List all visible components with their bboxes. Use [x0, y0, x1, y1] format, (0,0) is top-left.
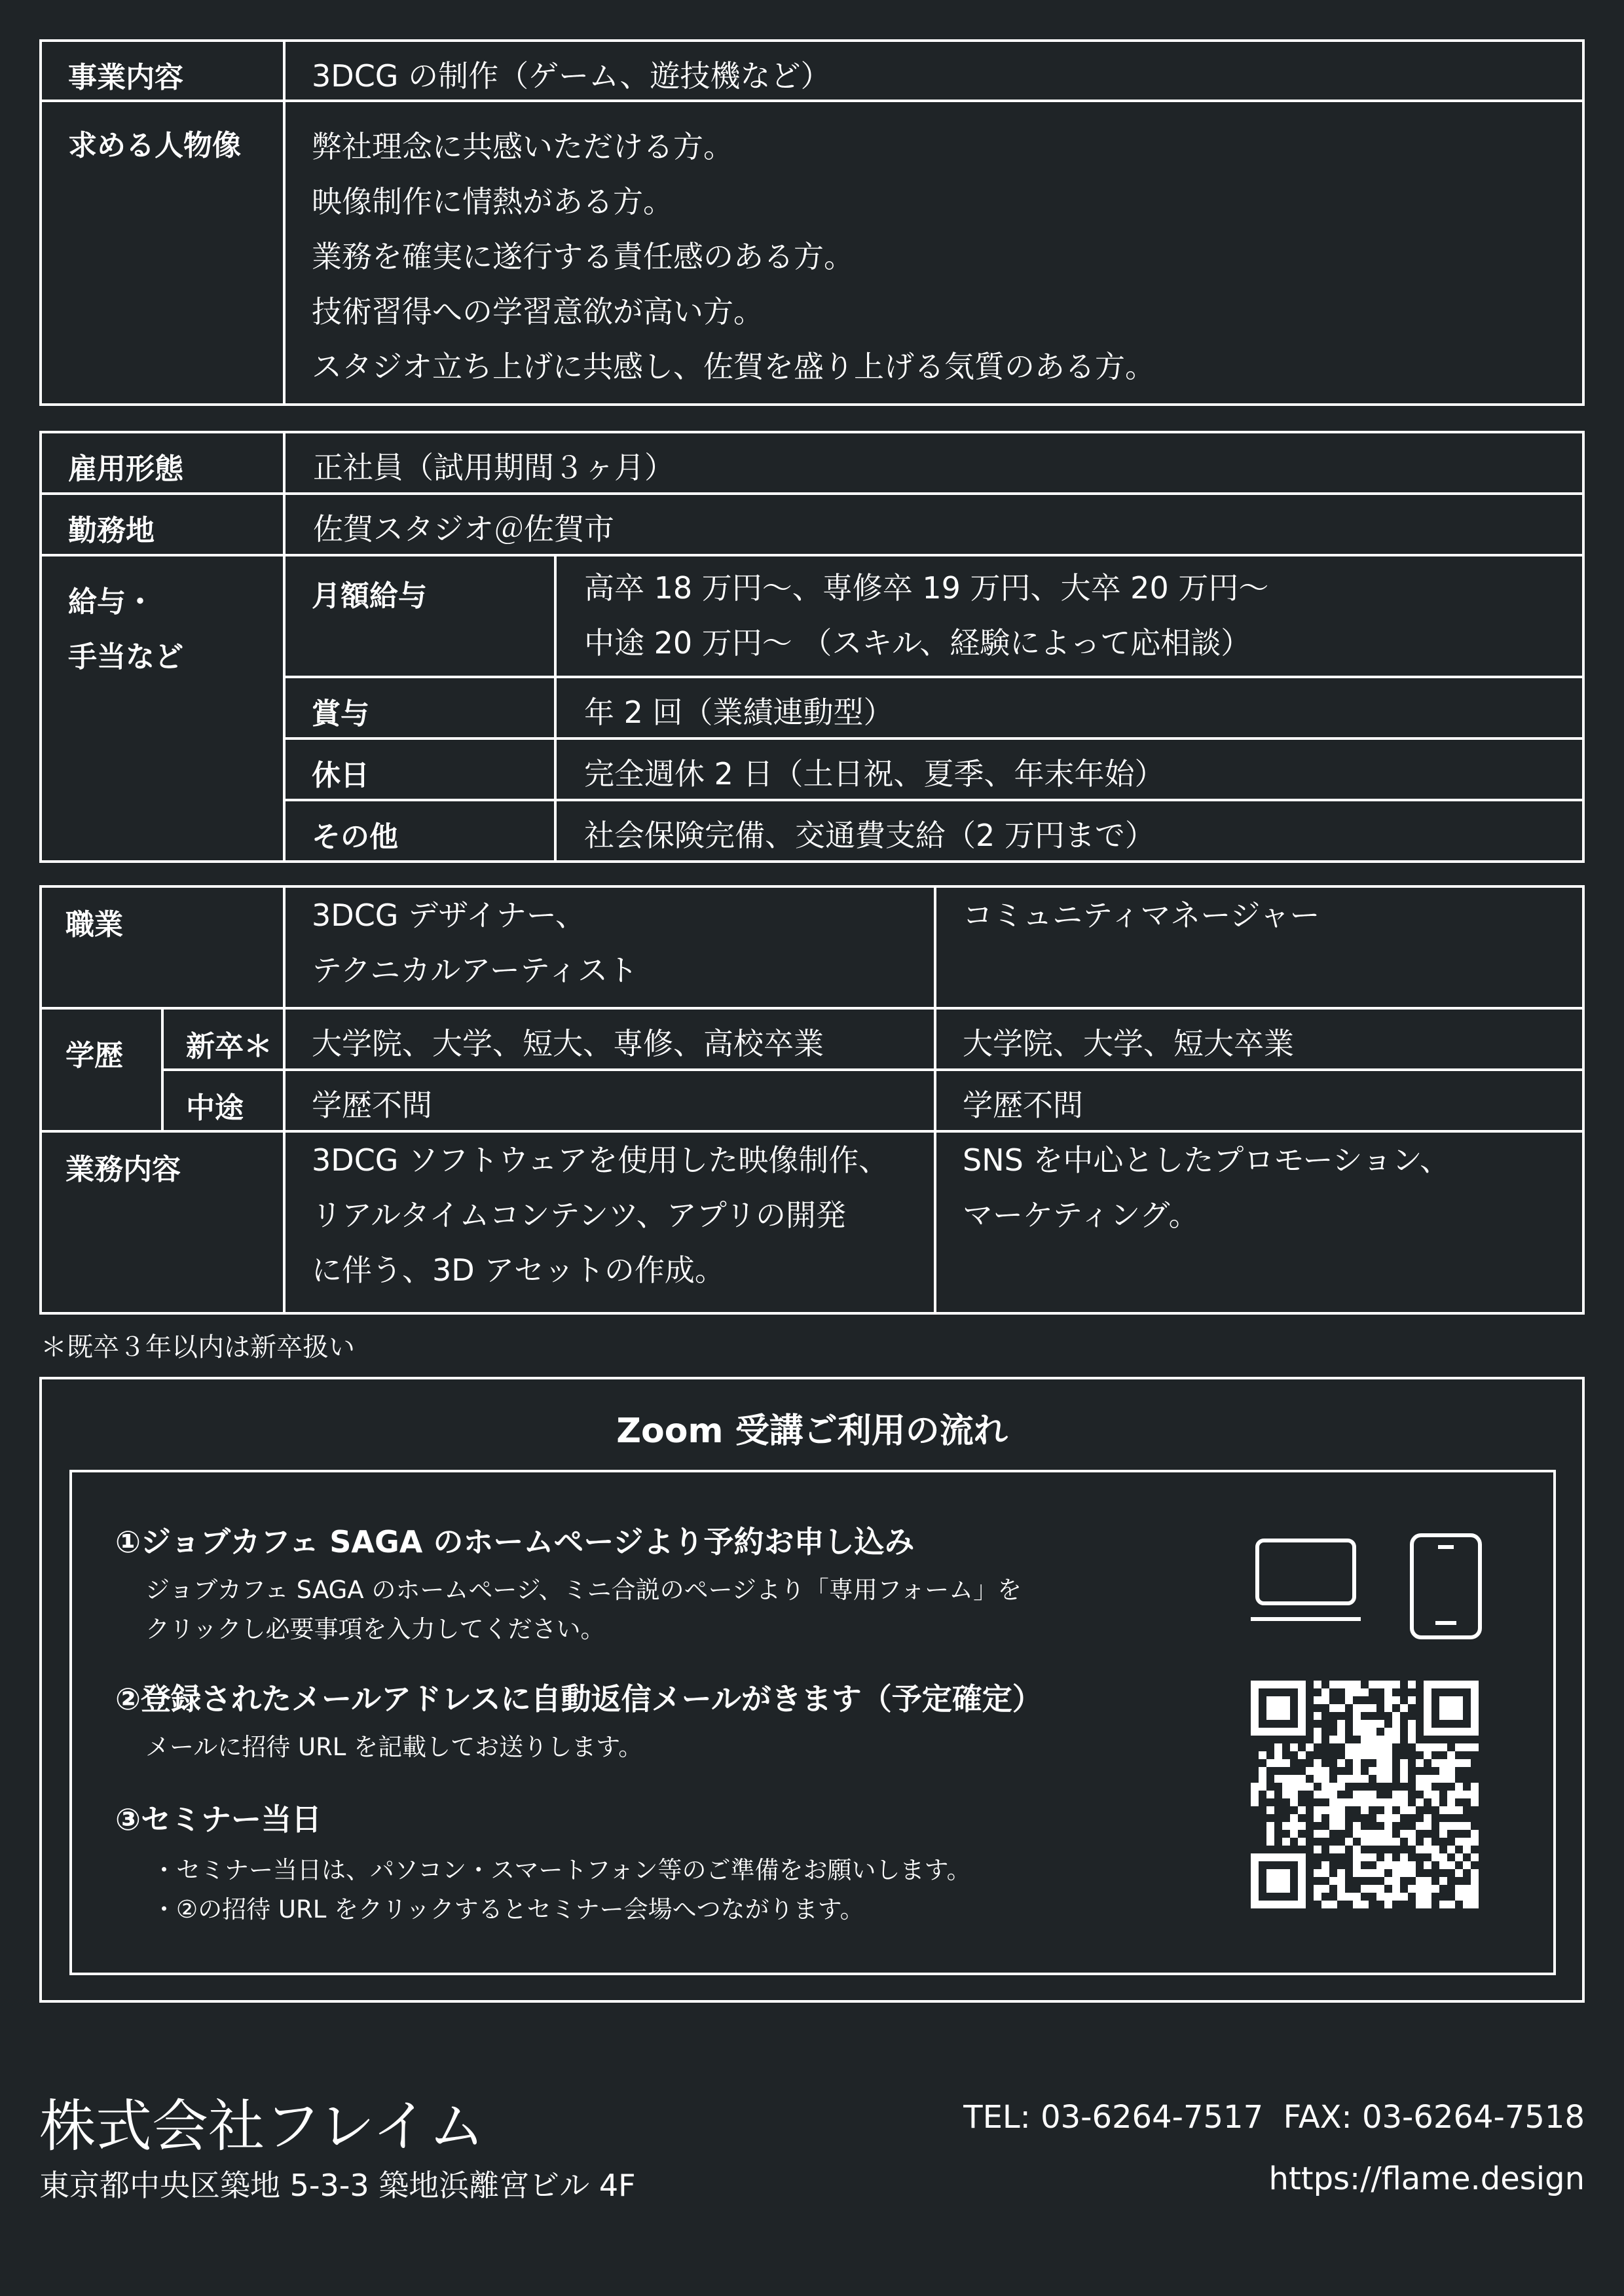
duties-2 — [935, 1131, 1583, 1313]
duties-1-line: 3DCG ソフトウェアを使用した映像制作、 — [312, 1142, 889, 1178]
job-2 — [935, 886, 1583, 1008]
step-1-desc-line: ジョブカフェ SAGA のホームページ、ミニ合説のページより「専用フォーム」を — [145, 1576, 1022, 1604]
monthly-pay-label: 月額給与 — [284, 555, 555, 677]
pay-label — [41, 555, 284, 862]
ideal-candidate-item: 弊社理念に共感いただける方。 — [312, 129, 733, 164]
ideal-candidate-label: 求める人物像 — [41, 101, 284, 405]
business-label: 事業内容 — [41, 41, 284, 101]
jobs-table — [39, 885, 1585, 1315]
qr-code — [1251, 1681, 1479, 1908]
company-name: 株式会社フレイム — [39, 2094, 485, 2159]
footnote: ＊既卒３年以内は新卒扱い — [41, 1332, 355, 1362]
mid-career-education-2: 学歴不問 — [935, 1070, 1583, 1131]
step-3-bullet: ・セミナー当日は、パソコン・スマートフォン等のご準備をお願いします。 — [152, 1856, 971, 1884]
step-3-description — [115, 1851, 971, 1929]
laptop-icon — [1251, 1537, 1362, 1628]
contact-phone-fax: TEL: 03-6264-7517 FAX: 03-6264-7518 — [963, 2099, 1585, 2136]
other-value: 社会保険完備、交通費支給（2 万円まで） — [555, 800, 1583, 862]
pay-label-line: 手当など — [68, 640, 183, 674]
holiday-value: 完全週休 2 日（土日祝、夏季、年末年始） — [555, 738, 1583, 800]
zoom-guide-box — [39, 1377, 1585, 2003]
step-2-title: ②登録されたメールアドレスに自動返信メールがきます（予定確定） — [115, 1681, 1043, 1717]
bonus-value: 年 2 回（業績連動型） — [555, 677, 1583, 738]
smartphone-icon — [1408, 1531, 1486, 1643]
job-1-line: テクニカルアーティスト — [312, 953, 638, 988]
duties-1-line: リアルタイムコンテンツ、アプリの開発 — [312, 1197, 847, 1233]
duties-2-line: マーケティング。 — [963, 1197, 1199, 1233]
work-location-value: 佐賀スタジオ＠佐賀市 — [284, 494, 1583, 555]
education-label: 学歴 — [41, 1008, 162, 1131]
step-1-desc-line: クリックし必要事項を入力してください。 — [145, 1615, 605, 1643]
new-grad-education-2: 大学院、大学、短大卒業 — [935, 1008, 1583, 1070]
step-3-title: ③セミナー当日 — [115, 1802, 322, 1837]
monthly-pay-line: 高卒 18 万円〜、専修卒 19 万円、大卒 20 万円〜 — [584, 570, 1269, 606]
step-1 — [115, 1518, 1022, 1649]
duties-1-line: に伴う、3D アセットの作成。 — [312, 1252, 725, 1288]
job-2-line: コミュニティマネージャー — [963, 898, 1320, 933]
employment-type-value: 正社員（試用期間３ヶ月） — [284, 432, 1583, 494]
monthly-pay-value — [555, 555, 1583, 677]
employment-table — [39, 431, 1585, 863]
step-2 — [115, 1675, 1043, 1767]
new-grad-label: 新卒＊ — [162, 1008, 284, 1070]
step-1-description — [115, 1571, 1022, 1649]
duties-1 — [284, 1131, 935, 1313]
other-label: その他 — [284, 800, 555, 862]
company-address: 東京都中央区築地 5-3-3 築地浜離宮ビル 4F — [39, 2168, 636, 2203]
zoom-steps-panel — [69, 1470, 1556, 1975]
ideal-candidate-list — [284, 101, 1583, 405]
job-1-line: 3DCG デザイナー、 — [312, 898, 586, 933]
step-3-bullet: ・②の招待 URL をクリックするとセミナー会場へつながります。 — [152, 1895, 864, 1923]
zoom-guide-title: Zoom 受講ご利用の流れ — [616, 1412, 1008, 1451]
work-location-label: 勤務地 — [41, 494, 284, 555]
step-2-description — [115, 1728, 1043, 1767]
business-table — [39, 39, 1585, 406]
mid-career-label: 中途 — [162, 1070, 284, 1131]
pay-label-line: 給与・ — [68, 585, 155, 619]
business-value: 3DCG の制作（ゲーム、遊技機など） — [284, 41, 1583, 101]
bonus-label: 賞与 — [284, 677, 555, 738]
ideal-candidate-item: スタジオ立ち上げに共感し、佐賀を盛り上げる気質のある方。 — [312, 349, 1155, 384]
ideal-candidate-item: 業務を確実に遂行する責任感のある方。 — [312, 239, 854, 274]
step-3 — [115, 1796, 971, 1929]
employment-type-label: 雇用形態 — [41, 432, 284, 494]
step-1-title: ①ジョブカフェ SAGA のホームページより予約お申し込み — [115, 1524, 915, 1559]
mid-career-education-1: 学歴不問 — [284, 1070, 935, 1131]
duties-label: 業務内容 — [41, 1131, 284, 1313]
job-label: 職業 — [41, 886, 284, 1008]
monthly-pay-line: 中途 20 万円〜 （スキル、経験によって応相談） — [584, 625, 1251, 661]
ideal-candidate-item: 技術習得への学習意欲が高い方。 — [312, 294, 764, 329]
job-1 — [284, 886, 935, 1008]
holiday-label: 休日 — [284, 738, 555, 800]
new-grad-education-1: 大学院、大学、短大、専修、高校卒業 — [284, 1008, 935, 1070]
step-2-desc-line: メールに招待 URL を記載してお送りします。 — [145, 1733, 643, 1761]
duties-2-line: SNS を中心としたプロモーション、 — [963, 1142, 1450, 1178]
ideal-candidate-item: 映像制作に情熱がある方。 — [312, 184, 673, 219]
website-link[interactable]: https://flame.design — [1268, 2160, 1585, 2197]
